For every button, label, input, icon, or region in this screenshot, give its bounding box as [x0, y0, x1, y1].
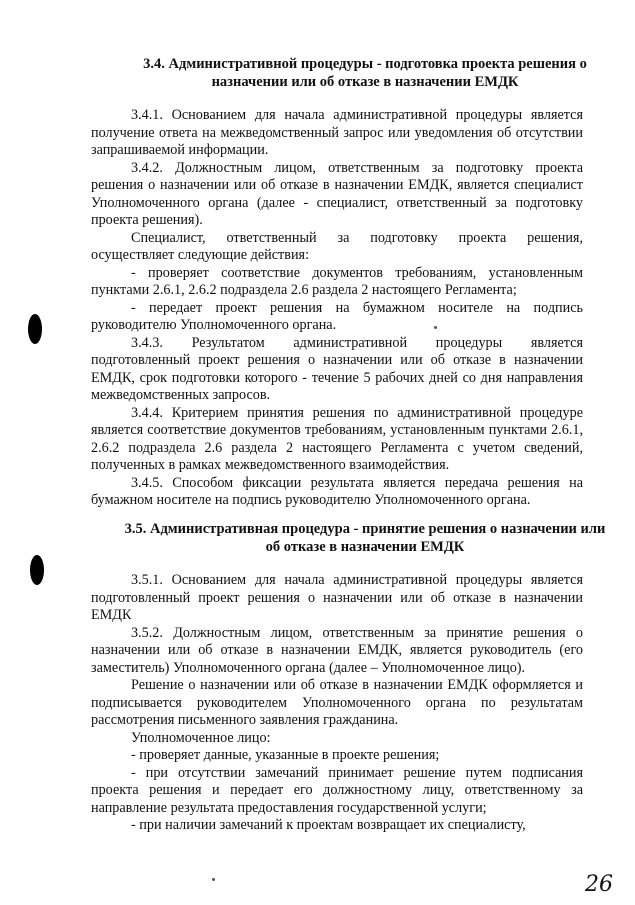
- paragraph: 3.4.3. Результатом административной процедуры является подготовленный проект решения о назначении или об отказе в назначении ЕМДК, срок подготовки которого - течение 5 рабочих дней со дня направления межведомственных запросов.: [91, 334, 583, 403]
- paragraph: Решение о назначении или об отказе в назначении ЕМДК оформляется и подписывается руководителем Уполномоченного органа по результатам рассмотрения письменного заявления гражданина.: [91, 677, 583, 728]
- scan-speck: [212, 878, 215, 881]
- paragraph: 3.5.2. Должностным лицом, ответственным за принятие решения о назначении или об отказе в назначении ЕМДК, является руководитель (его заместитель) Уполномоченного органа (далее – Уполномоченное лицо).: [91, 624, 583, 676]
- paragraph: - проверяет данные, указанные в проекте решения;: [131, 747, 440, 763]
- punch-hole: [28, 314, 42, 344]
- page-number: 26: [585, 872, 613, 897]
- paragraph: - при отсутствии замечаний принимает решение путем подписания проекта решения и передает его должностному лицу, ответственному за направление результата предоставления государственной услуги;: [91, 764, 583, 816]
- scan-speck: [434, 326, 437, 329]
- paragraph: 3.4.1. Основанием для начала административной процедуры является получение ответа на межведомственный запрос или уведомления об отсутствии запрашиваемой информации.: [91, 107, 583, 158]
- punch-hole: [30, 555, 44, 585]
- paragraph: Уполномоченное лицо:: [131, 729, 271, 746]
- paragraph: - при наличии замечаний к проектам возвращает их специалисту,: [131, 817, 526, 833]
- paragraph: 3.5.1. Основанием для начала административной процедуры является подготовленный проект решения о назначении или об отказе в назначении ЕМДК: [91, 572, 583, 623]
- paragraph: 3.4.5. Способом фиксации результата является передача решения на бумажном носителе на подпись руководителю Уполномоченного органа.: [91, 474, 583, 508]
- section-heading-3-4: 3.4. Административной процедуры - подготовка проекта решения о назначении или об отказе в назначении ЕМДК: [143, 56, 587, 90]
- paragraph: Специалист, ответственный за подготовку проекта решения, осуществляет следующие действия:: [91, 229, 583, 263]
- paragraph: - проверяет соответствие документов требованиям, установленным пунктами 2.6.1, 2.6.2 подраздела 2.6 раздела 2 настоящего Регламента;: [91, 264, 583, 298]
- section-body-3-5: [91, 572, 583, 835]
- paragraph: 3.4.2. Должностным лицом, ответственным за подготовку проекта решения о назначении или об отказе в назначении ЕМДК, является специалист Уполномоченного органа (далее - специалист, ответственный за подготовку проекта решения).: [91, 159, 583, 228]
- section-heading-3-5: 3.5. Административная процедура - принятие решения о назначении или об отказе в назначении ЕМДК: [124, 521, 606, 555]
- paragraph: 3.4.4. Критерием принятия решения по административной процедуре является соответствие документов требованиям, установленным пунктами 2.6.1, 2.6.2 подраздела 2.6 раздела 2 настоящего Регламента с учетом сведений, полученных в рамках межведомственного взаимодействия.: [91, 404, 583, 473]
- section-body-3-4: [91, 107, 583, 510]
- paragraph: - передает проект решения на бумажном носителе на подпись руководителю Уполномоченного органа.: [91, 299, 583, 333]
